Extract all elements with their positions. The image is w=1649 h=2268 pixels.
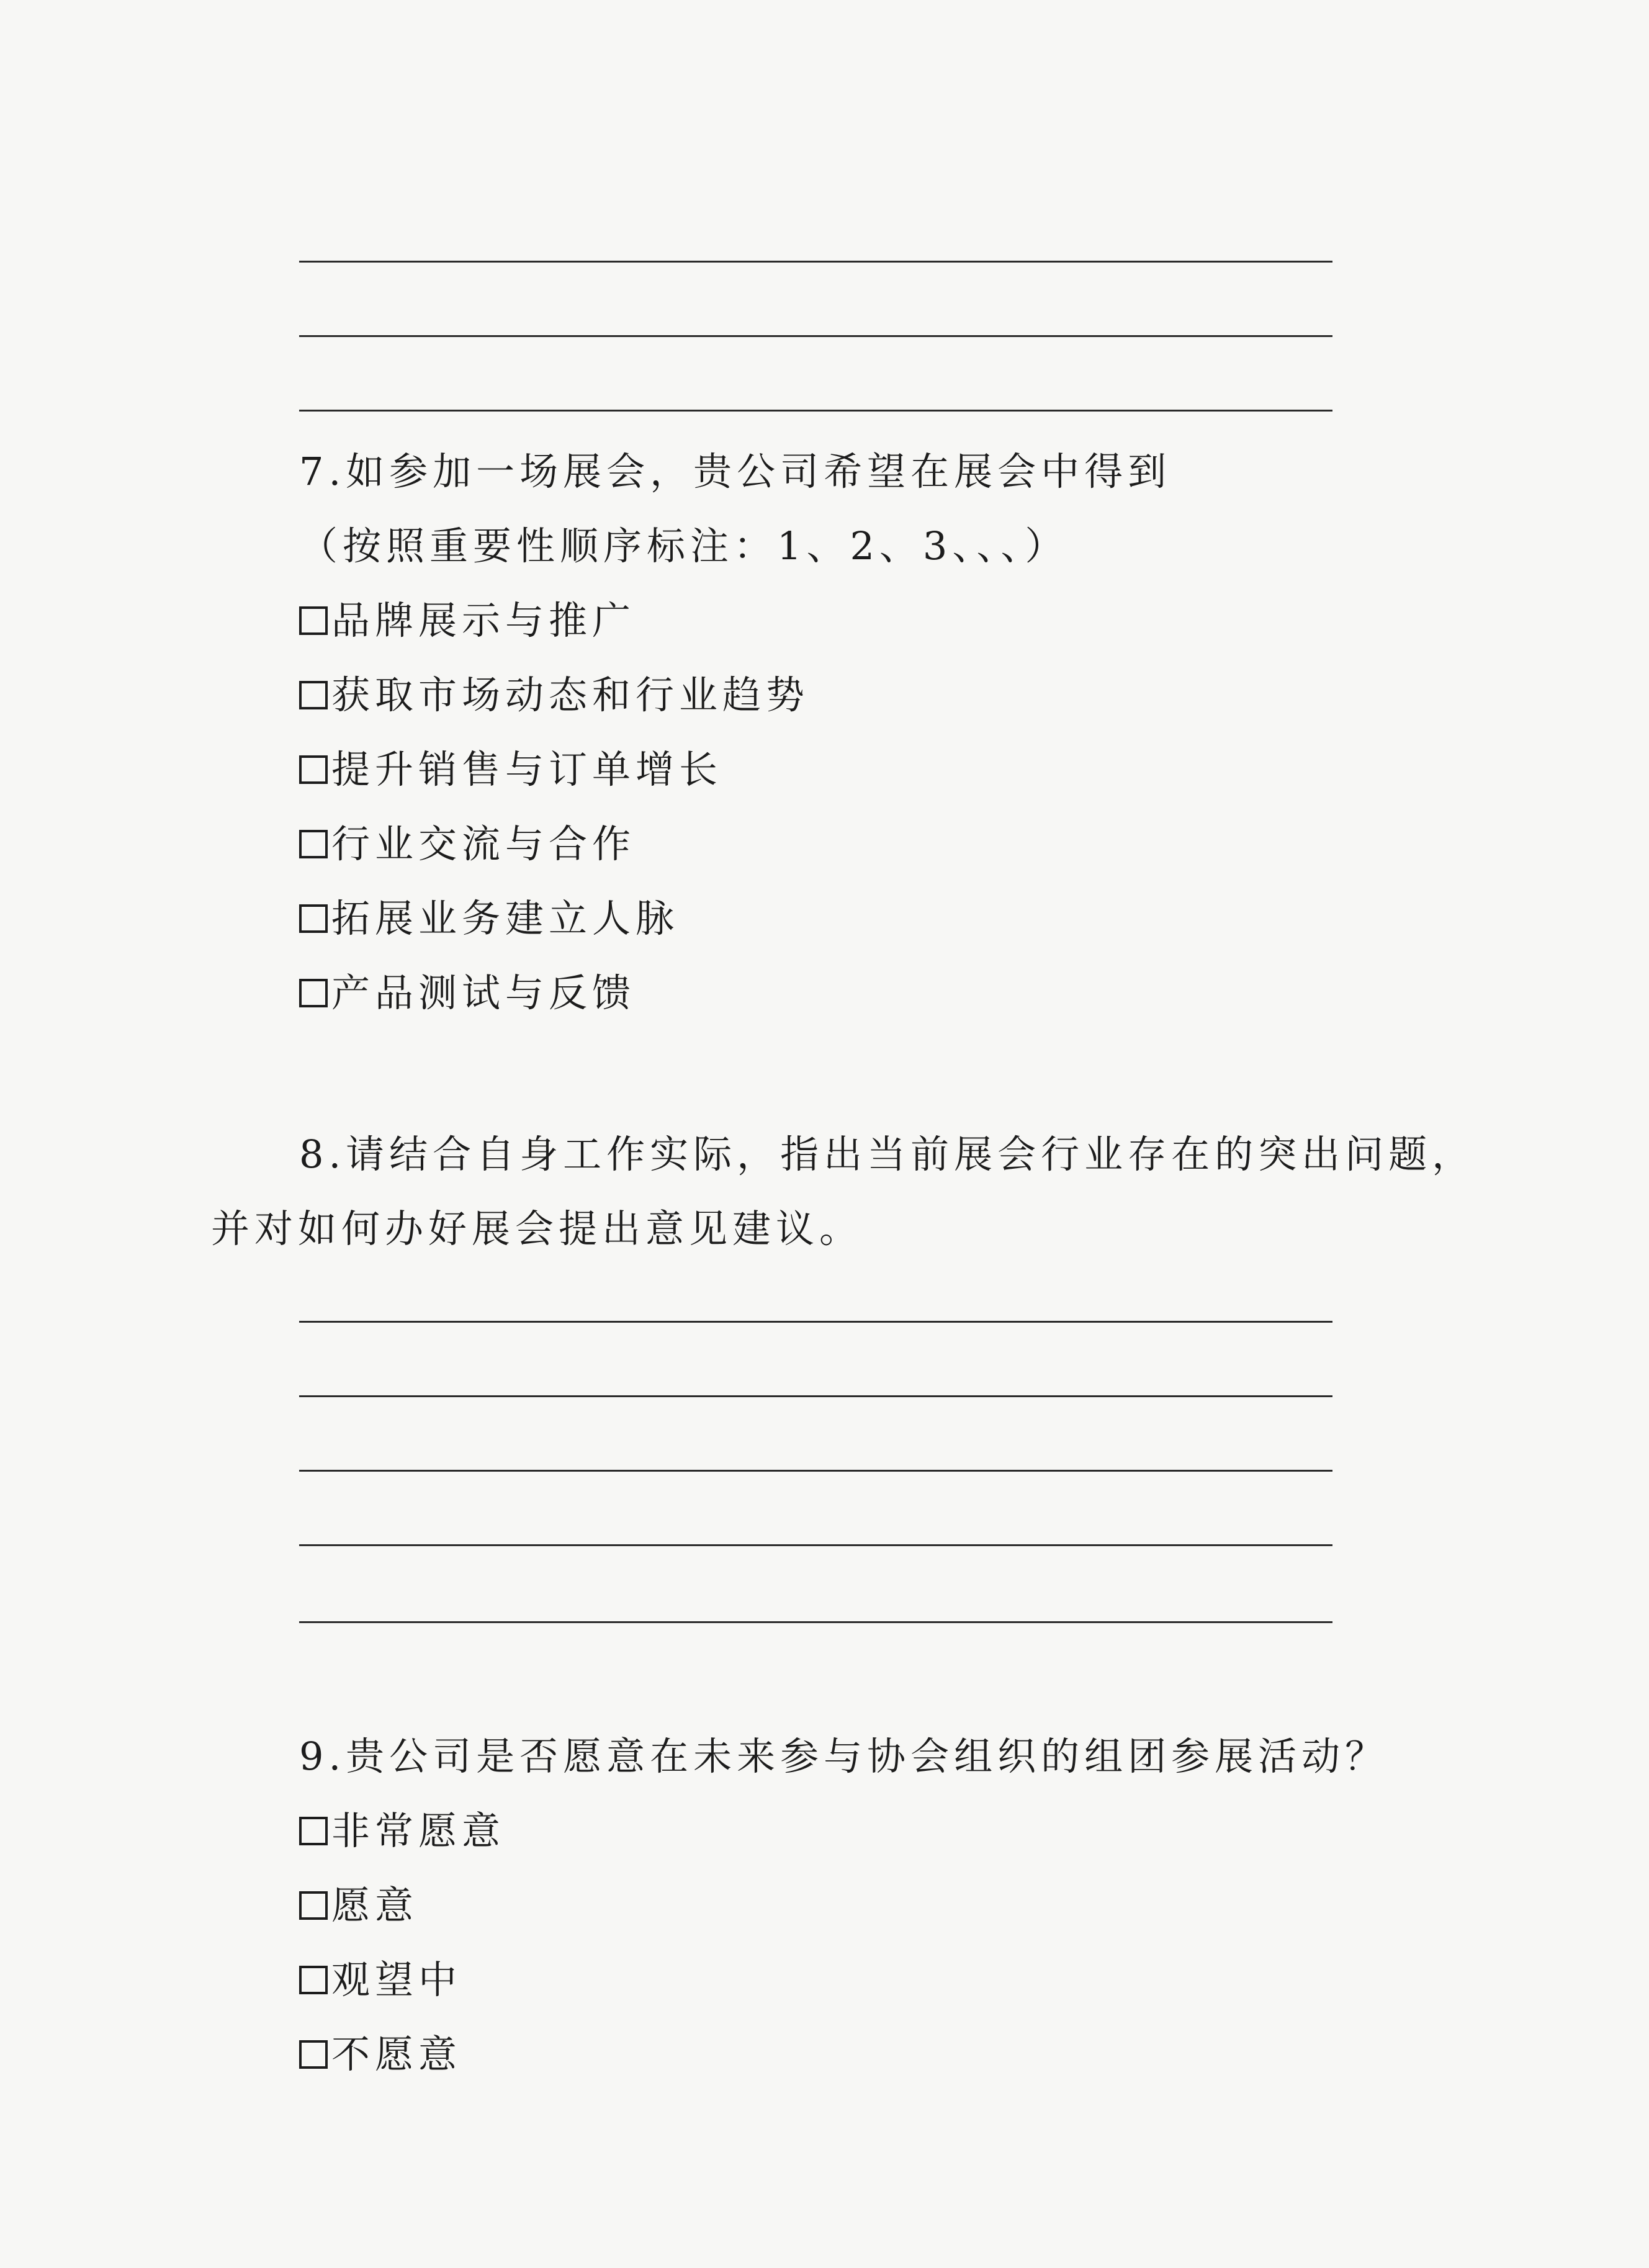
q7-option[interactable] [299,670,809,720]
option-label: 不愿意 [331,2032,462,2077]
option-label: 品牌展示与推广 [331,598,636,643]
answer-line[interactable] [299,1621,1332,1623]
option-label: 愿意 [331,1883,419,1928]
answer-line[interactable] [299,335,1332,337]
answer-line[interactable] [299,1470,1332,1472]
checkbox[interactable] [299,2040,328,2069]
option-label: 拓展业务建立人脉 [331,896,680,941]
question-8-text: 8.请结合自身工作实际，指出当前展会行业存在的突出问题， [299,1132,1476,1177]
q9-option[interactable] [299,1806,505,1856]
checkbox[interactable] [299,1817,328,1845]
q7-option[interactable] [299,819,636,869]
question-7-instruction: （按照重要性顺序标注：1、2、3、、、） [299,523,1069,569]
question-9-text: 9.贵公司是否愿意在未来参与协会组织的组团参展活动？ [299,1734,1389,1779]
question-8-text-cont: 并对如何办好展会提出意见建议。 [211,1206,863,1251]
answer-line[interactable] [299,1395,1332,1397]
checkbox[interactable] [299,1966,328,1994]
q7-option[interactable] [299,596,636,646]
answer-line[interactable] [299,1321,1332,1323]
checkbox[interactable] [299,755,328,784]
option-label: 非常愿意 [331,1808,506,1853]
q7-option[interactable] [299,745,722,794]
option-label: 观望中 [331,1957,462,2002]
q9-option[interactable] [299,2030,462,2079]
checkbox[interactable] [299,1891,328,1920]
q7-option[interactable] [299,968,636,1018]
answer-line[interactable] [299,410,1332,412]
checkbox[interactable] [299,606,328,635]
checkbox[interactable] [299,830,328,858]
checkbox[interactable] [299,904,328,933]
option-label: 产品测试与反馈 [331,970,636,1015]
answer-line[interactable] [299,1544,1332,1546]
checkbox[interactable] [299,681,328,709]
option-label: 获取市场动态和行业趋势 [331,672,810,718]
checkbox[interactable] [299,979,328,1007]
q9-option[interactable] [299,1955,462,2005]
option-label: 行业交流与合作 [331,821,636,866]
q7-option[interactable] [299,894,679,943]
question-7-text: 7.如参加一场展会，贵公司希望在展会中得到 [299,449,1172,494]
q9-option[interactable] [299,1881,418,1930]
answer-line[interactable] [299,261,1332,263]
option-label: 提升销售与订单增长 [331,747,723,792]
